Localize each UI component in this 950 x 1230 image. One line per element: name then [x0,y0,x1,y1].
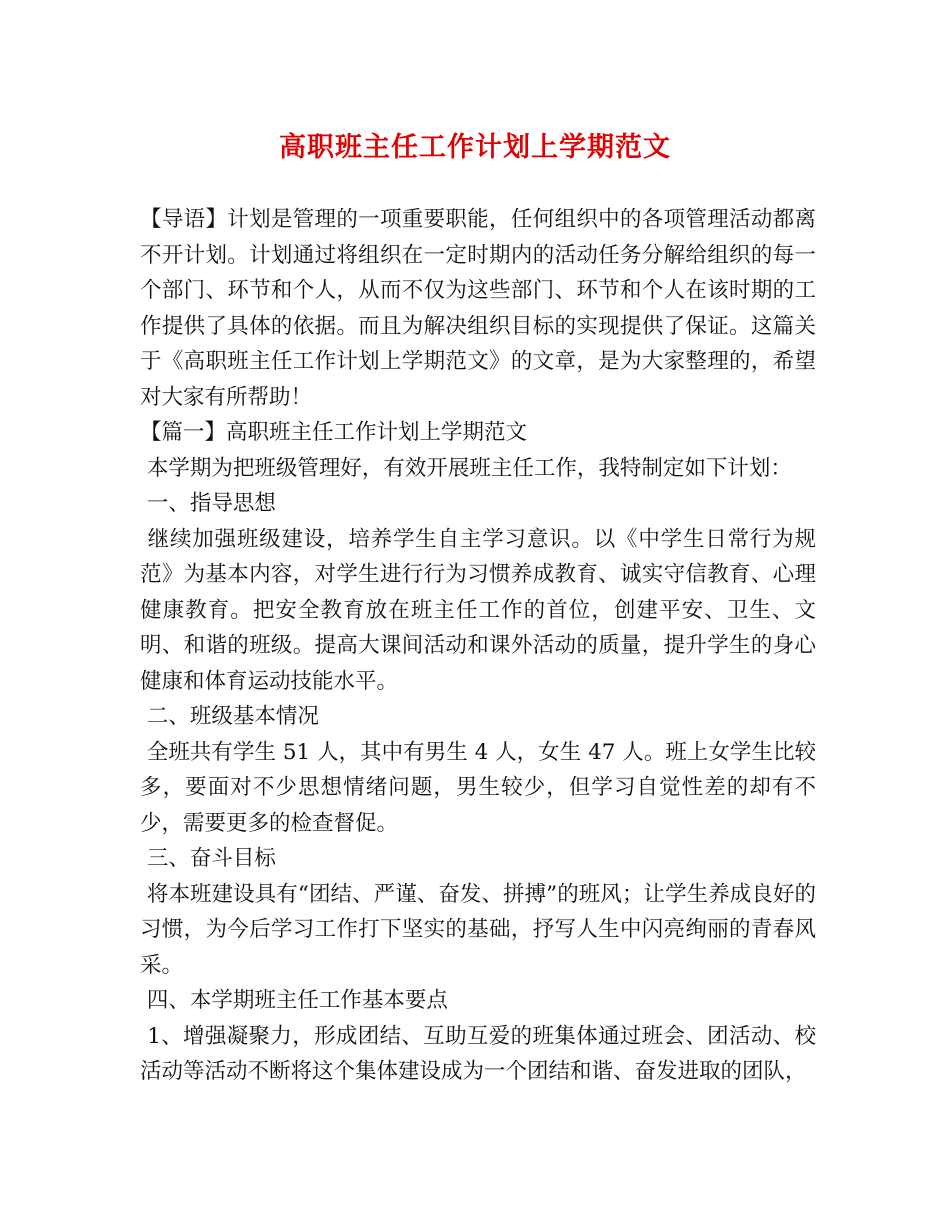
heading-work-points: 四、本学期班主任工作基本要点 [140,988,448,1013]
paragraph-section-header: 【篇一】高职班主任工作计划上学期范文 [140,420,528,445]
document-body [140,202,816,1090]
paragraph-class-situation: 全班共有学生 51 人，其中有男生 4 人，女生 47 人。班上女学生比较多，要面对不少思想情绪问题，男生较少，但学习自觉性差的却有不少，需要更多的检查督促。 [140,739,816,836]
heading-goals: 三、奋斗目标 [140,846,276,871]
paragraph-plan-intro: 本学期为把班级管理好，有效开展班主任工作，我特制定如下计划： [140,455,792,481]
paragraph-guiding-thought: 继续加强班级建设，培养学生自主学习意识。以《中学生日常行为规范》为基本内容，对学生进行行为习惯养成教育、诚实守信教育、心理健康教育。把安全教育放在班主任工作的首位，创建平安、卫生、文明、和谐的班级。提高大课间活动和课外活动的质量，提升学生的身心健康和体育运动技能水平。 [140,526,816,694]
paragraph-work-point-1: 1、增强凝聚力，形成团结、互助互爱的班集体通过班会、团活动、校活动等活动不断将这个集体建设成为一个团结和谐、奋发进取的团队， [140,1023,817,1084]
paragraph-goals: 将本班建设具有“团结、严谨、奋发、拼搏”的班风；让学生养成良好的习惯，为今后学习工作打下坚实的基础，抒写人生中闪亮绚丽的青春风采。 [140,881,816,978]
heading-class-situation: 二、班级基本情况 [140,704,319,729]
paragraph-intro: 【导语】计划是管理的一项重要职能，任何组织中的各项管理活动都离不开计划。计划通过将组织在一定时期内的活动任务分解给组织的每一个部门、环节和个人，从而不仅为这些部门、环节和个人在该时期的工作提供了具体的依据。而且为解决组织目标的实现提供了保证。这篇关于《高职班主任工作计划上学期范文》的文章，是为大家整理的，希望对大家有所帮助！ [140,207,816,410]
document-title: 高职班主任工作计划上学期范文 [279,132,671,163]
heading-guiding-thought: 一、指导思想 [140,491,276,516]
